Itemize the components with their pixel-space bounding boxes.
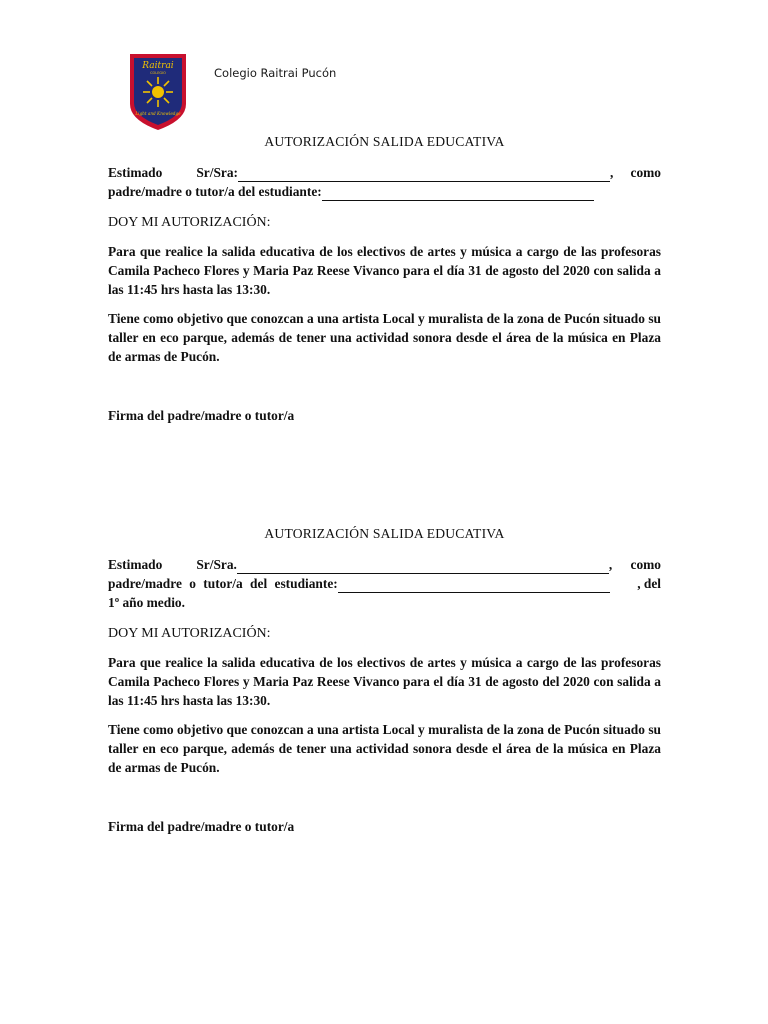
como-label: como (630, 165, 661, 180)
greeting-row (108, 555, 661, 574)
comma: , (608, 557, 613, 572)
authorization-form-2 (108, 524, 661, 836)
sr-label: Sr/Sra. (196, 557, 237, 572)
student-label: padre/madre o tutor/a del estudiante: (108, 576, 338, 591)
form-title: AUTORIZACIÓN SALIDA EDUCATIVA (264, 134, 505, 149)
sr-label: Sr/Sra: (196, 165, 238, 180)
grade-row (108, 593, 661, 612)
estimado-label: Estimado (108, 165, 163, 180)
grade-label: 1º año medio. (108, 595, 185, 610)
student-row (108, 182, 661, 201)
authorization-heading: DOY MI AUTORIZACIÓN: (108, 215, 271, 230)
comma: , (609, 165, 614, 180)
crest-name-text: Raitrai (142, 61, 174, 71)
greeting-row (108, 163, 661, 182)
student-row (108, 574, 661, 593)
authorization-heading: DOY MI AUTORIZACIÓN: (108, 626, 271, 641)
signature-label: Firma del padre/madre o tutor/a (108, 819, 295, 834)
crest-small-text: COLEGIO (150, 71, 166, 75)
crest-motto-text: Light and Knowledge (135, 111, 181, 116)
authorization-form-1 (108, 132, 661, 425)
trip-objective-paragraph: Tiene como objetivo que conozcan a una artista Local y muralista de la zona de Pucón situado su taller en eco parque, además de tener una actividad sonora desde el área de la música en Plaza de armas de Pucón. (108, 722, 661, 775)
trip-details-paragraph: Para que realice la salida educativa de los electivos de artes y música a cargo de las profesoras Camila Pacheco Flores y Maria Paz Reese Vivanco para el día 31 de agosto del 2020 con salida a las 11:45 hrs hasta las 13:30. (108, 655, 661, 708)
signature-label: Firma del padre/madre o tutor/a (108, 408, 295, 423)
form-title: AUTORIZACIÓN SALIDA EDUCATIVA (264, 526, 505, 541)
student-label: padre/madre o tutor/a del estudiante: (108, 184, 322, 199)
parent-name-field[interactable] (237, 559, 609, 574)
trip-objective-paragraph: Tiene como objetivo que conozcan a una artista Local y muralista de la zona de Pucón situado su taller en eco parque, además de tener una actividad sonora desde el área de la música en Plaza de armas de Pucón. (108, 311, 661, 364)
parent-name-field[interactable] (238, 167, 610, 182)
student-name-field[interactable] (322, 186, 594, 201)
school-name: Colegio Raitrai Pucón (214, 66, 337, 80)
trip-details-paragraph: Para que realice la salida educativa de los electivos de artes y música a cargo de las profesoras Camila Pacheco Flores y Maria Paz Reese Vivanco para el día 31 de agosto del 2020 con salida a las 11:45 hrs hasta las 13:30. (108, 244, 661, 297)
del-suffix: , del (637, 576, 661, 591)
school-crest-icon (128, 52, 188, 132)
student-name-field[interactable] (338, 578, 610, 593)
como-label: como (630, 557, 661, 572)
estimado-label: Estimado (108, 557, 163, 572)
document-header (128, 52, 528, 132)
